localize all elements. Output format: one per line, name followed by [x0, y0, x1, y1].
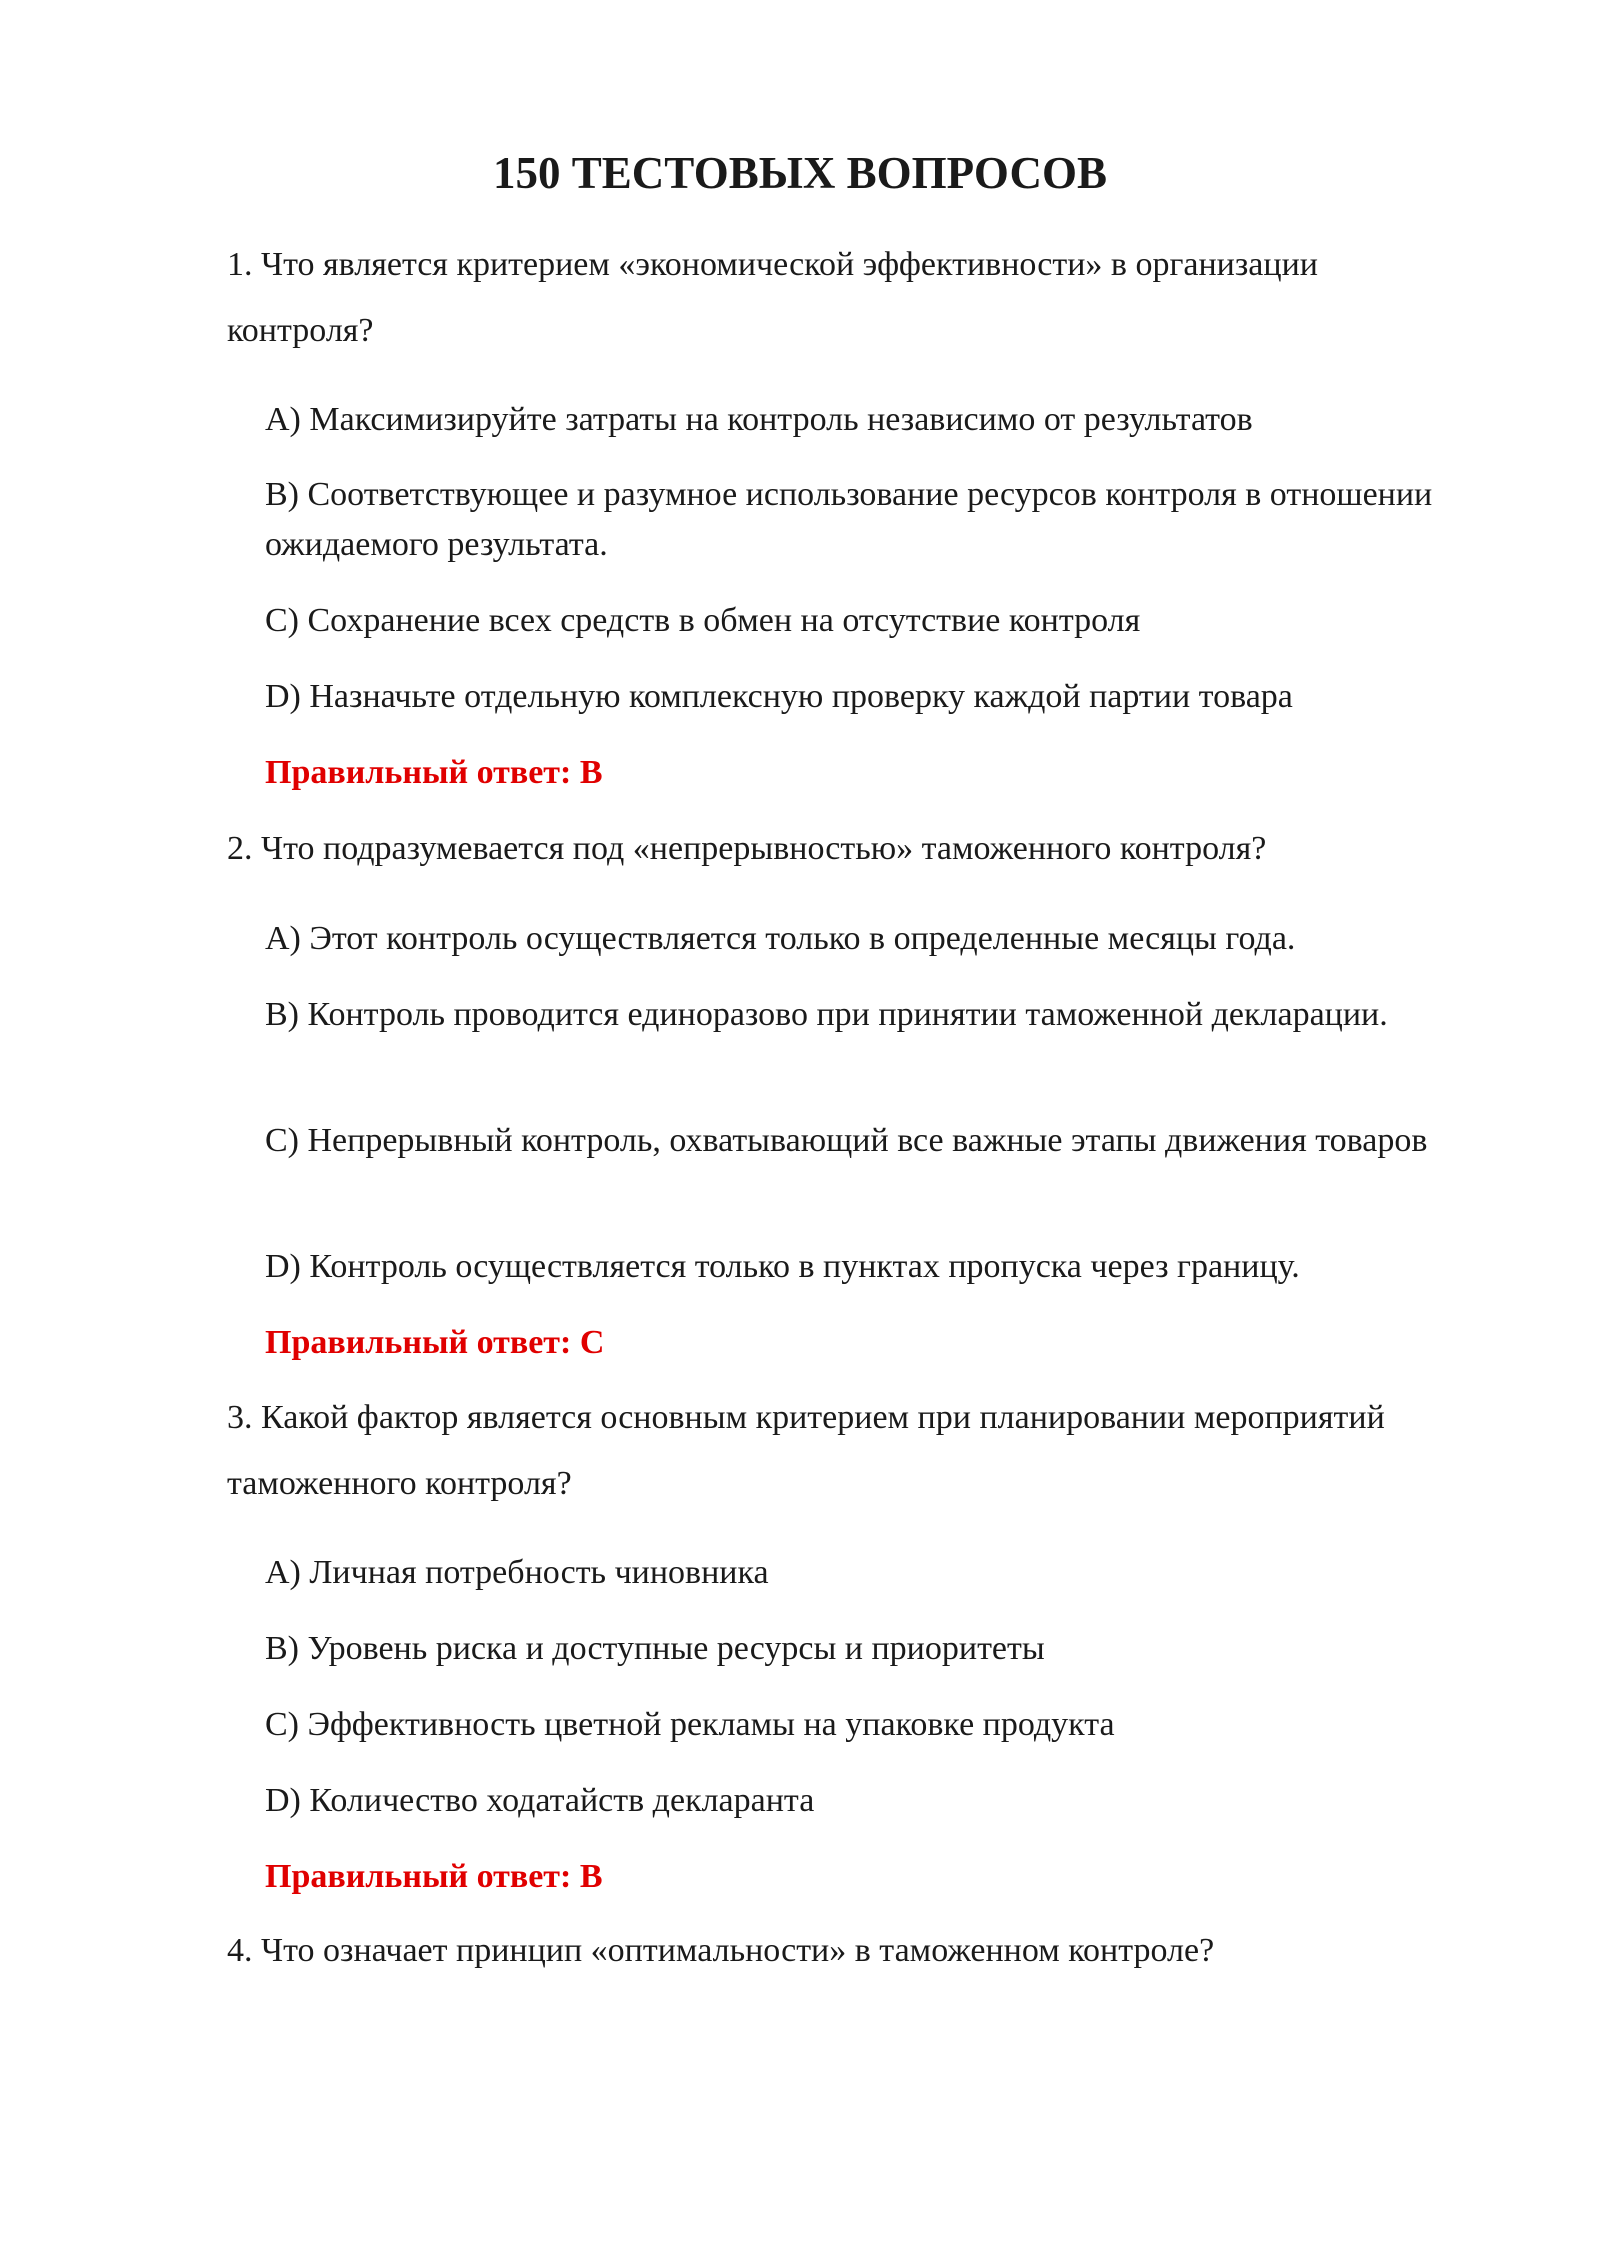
question-3-option-b: B) Уровень риска и доступные ресурсы и приоритеты [265, 1630, 1045, 1667]
question-2-text: 2. Что подразумевается под «непрерывностью» таможенного контроля? [227, 830, 1267, 867]
question-2-option-c: C) Непрерывный контроль, охватывающий все важные этапы движения товаров [265, 1122, 1428, 1159]
question-1-text: 1. Что является критерием «экономической эффективности» в организации контроля? [227, 246, 1318, 349]
question-1-answer: Правильный ответ: B [265, 754, 603, 791]
question-2-option-a: A) Этот контроль осуществляется только в определенные месяцы года. [265, 920, 1296, 957]
question-4-text: 4. Что означает принцип «оптимальности» в таможенном контроле? [227, 1932, 1215, 1969]
question-3-option-d: D) Количество ходатайств декларанта [265, 1782, 815, 1819]
question-1-option-b: B) Соответствующее и разумное использование ресурсов контроля в отношении ожидаемого результата. [265, 476, 1433, 563]
question-3-text: 3. Какой фактор является основным критерием при планировании мероприятий таможенного контроля? [227, 1399, 1385, 1502]
question-1-option-a: A) Максимизируйте затраты на контроль независимо от результатов [265, 401, 1253, 438]
question-1-option-d: D) Назначьте отдельную комплексную проверку каждой партии товара [265, 678, 1293, 715]
document-title: 150 ТЕСТОВЫХ ВОПРОСОВ [493, 148, 1107, 198]
question-1-option-c: C) Сохранение всех средств в обмен на отсутствие контроля [265, 602, 1141, 639]
question-3-option-a: A) Личная потребность чиновника [265, 1554, 769, 1591]
question-3-answer: Правильный ответ: B [265, 1858, 603, 1895]
question-2-answer: Правильный ответ: C [265, 1324, 605, 1361]
question-2-option-d: D) Контроль осуществляется только в пунктах пропуска через границу. [265, 1248, 1300, 1285]
question-2-option-b: B) Контроль проводится единоразово при принятии таможенной декларации. [265, 996, 1388, 1033]
question-3-option-c: C) Эффективность цветной рекламы на упаковке продукта [265, 1706, 1115, 1743]
